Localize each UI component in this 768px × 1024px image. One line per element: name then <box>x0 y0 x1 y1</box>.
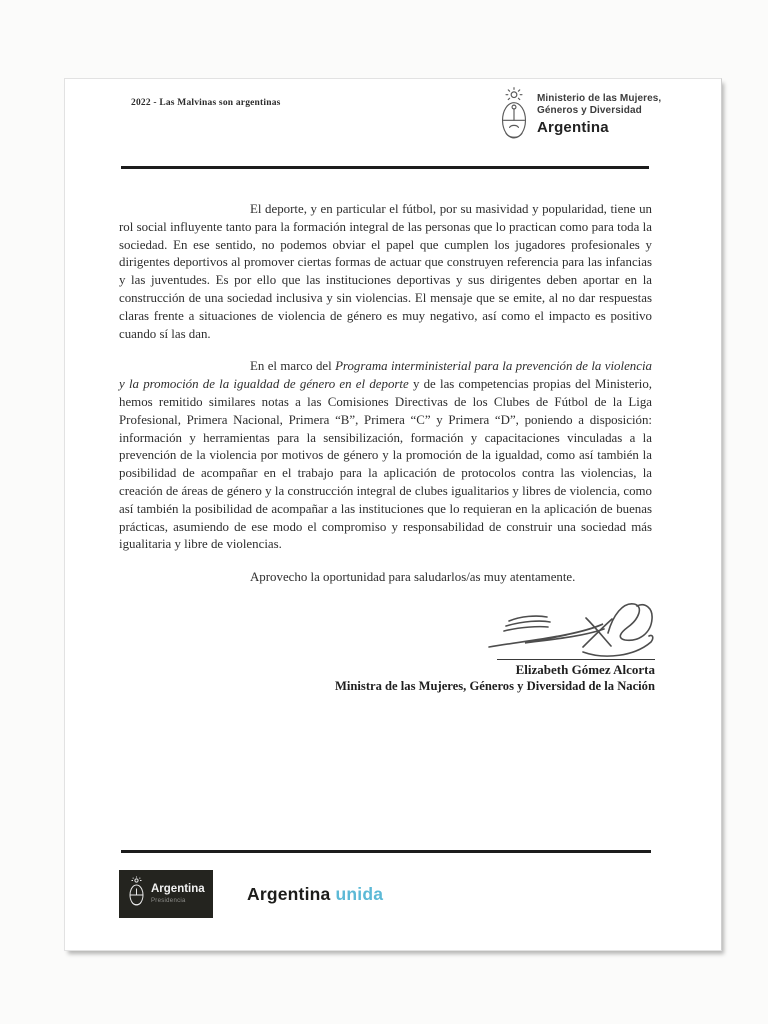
ministry-name-line1: Ministerio de las Mujeres, <box>537 93 662 104</box>
year-legend: 2022 - Las Malvinas son argentinas <box>131 98 281 108</box>
paragraph-2 <box>119 358 652 554</box>
presidencia-sub-label: Presidencia <box>151 897 186 904</box>
paragraph-2-lead: En el marco del <box>250 359 336 374</box>
paragraph-2-rest: y de las competencias propias del Ministerio, hemos remitido similares notas a las Comisiones Directivas de los Clubes de Fútbol de la Liga Profesional, Primera Nacional, Primera “B”, Primera “C” y Primera “D”, poniendo a disposición: información y herramientas para la sensibilización, formación y capacitaciones vinculadas a la prevención de la violencia por motivos de género y la promoción de la igualdad, como así también la posibilidad de acompañar en el trabajo para la aplicación de protocolos contra las violencias, la creación de áreas de género y la construcción integral de clubes igualitarios y libres de violencia, como así también la posibilidad de acompañar a las instituciones que lo requieran en la aplicación de buenas prácticas, asumiendo de ese modo el compromiso y responsabilidad de construir una sociedad más igualitaria y libre de violencias. <box>119 377 652 552</box>
brand-unida-text: unida <box>335 883 384 904</box>
footer-divider <box>121 850 651 853</box>
ministry-name-line2: Géneros y Diversidad <box>537 104 642 116</box>
document-page <box>64 78 722 951</box>
presidencia-wordmark <box>151 884 205 904</box>
ministry-country-label: Argentina <box>537 119 609 136</box>
presidencia-country-label: Argentina <box>151 883 205 896</box>
signer-name: Elizabeth Gómez Alcorta <box>515 662 655 677</box>
letter-body <box>119 201 652 602</box>
program-title-italic: Programa interministerial para la prevención de la violencia y la promoción de la igualdad de género en el deporte <box>119 359 652 392</box>
paragraph-1: El deporte, y en particular el fútbol, por su masividad y popularidad, tiene un rol social influyente tanto para la formación integral de las personas que lo practican como para toda la sociedad. En ese sentido, no podemos obviar el papel que cumplen los jugadores profesionales y dirigentes deportivos al promover ciertas formas de actuar que construyen referencia para las infancias y las juventudes. Es por ello que las instituciones deportivas y sus dirigentes deben aportar en la construcción de una sociedad inclusiva y sin violencias. El mensaje que se emite, al no dar respuestas claras frente a situaciones de violencia de género es muy negativo, así como el impacto es positivo cuando sí las dan. <box>119 202 652 341</box>
presidencia-logo <box>119 870 213 918</box>
argentina-unida-wordmark <box>247 884 383 905</box>
presidencia-coat-of-arms-icon <box>128 876 145 913</box>
brand-argentina-text: Argentina <box>247 883 331 904</box>
header-divider <box>121 166 649 169</box>
closing-line: Aprovecho la oportunidad para saludarlos/as muy atentamente. <box>250 570 576 585</box>
signer-title: Ministra de las Mujeres, Géneros y Diversidad de la Nación <box>335 679 655 693</box>
coat-of-arms-icon <box>499 87 529 143</box>
footer <box>119 870 383 918</box>
signature-line <box>497 659 655 660</box>
signature-block <box>321 659 655 694</box>
signature-image <box>485 591 660 666</box>
ministry-wordmark <box>537 87 661 136</box>
ministry-logo <box>499 87 661 143</box>
